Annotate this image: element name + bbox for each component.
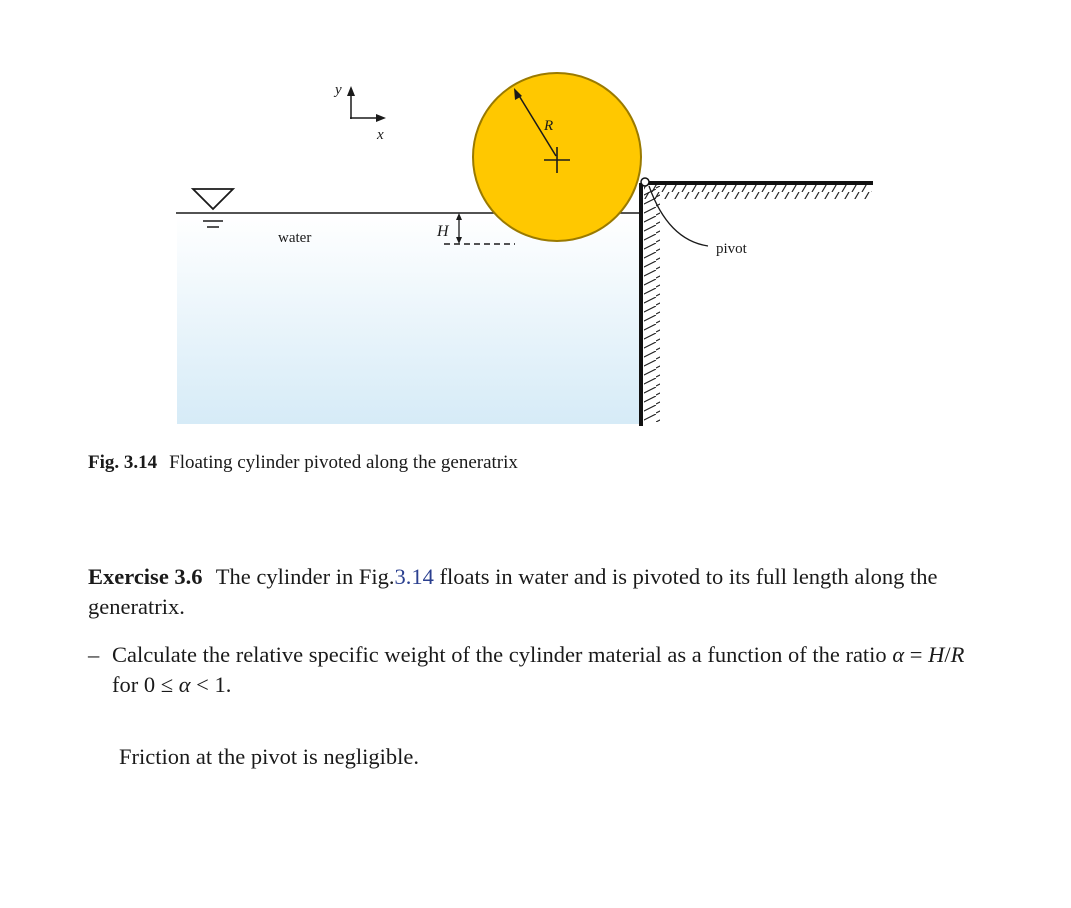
friction-note: Friction at the pivot is negligible. bbox=[119, 744, 419, 769]
height-label: H bbox=[437, 223, 449, 240]
slash-symbol: / bbox=[944, 642, 951, 667]
list-dash: – bbox=[88, 642, 100, 667]
water-body bbox=[177, 214, 640, 424]
top-wall-hatching bbox=[644, 185, 872, 199]
alpha-symbol: α bbox=[892, 642, 905, 667]
axis-y-label: y bbox=[335, 82, 342, 98]
range-start: 0 bbox=[143, 672, 156, 697]
figure-reference-link[interactable]: 3.14 bbox=[394, 564, 434, 589]
task-text: Calculate the relative specific weight of the cylinder material as a function of the ratio bbox=[112, 642, 887, 667]
lt-symbol: < bbox=[196, 672, 209, 697]
axis-x-label: x bbox=[377, 127, 384, 143]
for-word: for bbox=[112, 672, 139, 697]
figure-caption-text: Floating cylinder pivoted along the generatrix bbox=[169, 452, 518, 473]
side-wall-hatching bbox=[644, 186, 660, 422]
exercise-text-before: The cylinder in Fig. bbox=[215, 564, 395, 589]
water-label: water bbox=[278, 230, 312, 246]
equals-sign: = bbox=[909, 642, 923, 667]
range-end: 1. bbox=[214, 672, 232, 697]
H-symbol: H bbox=[928, 642, 945, 667]
figure-caption bbox=[88, 452, 518, 474]
figure-diagram bbox=[0, 0, 1071, 440]
alpha-symbol-2: α bbox=[178, 672, 191, 697]
figure-number: Fig. 3.14 bbox=[88, 452, 158, 473]
exercise-text-after: floats in water and is pivoted to its full length along the generatrix. bbox=[88, 564, 938, 619]
radius-label: R bbox=[544, 118, 554, 134]
pivot-point-icon bbox=[641, 178, 649, 186]
exercise-statement bbox=[88, 562, 988, 622]
exercise-title: Exercise 3.6 bbox=[88, 564, 203, 589]
pivot-label: pivot bbox=[716, 241, 747, 257]
leq-symbol: ≤ bbox=[160, 672, 174, 697]
R-symbol: R bbox=[950, 642, 965, 667]
task-item bbox=[88, 640, 988, 700]
coordinate-axes-icon bbox=[347, 86, 386, 122]
